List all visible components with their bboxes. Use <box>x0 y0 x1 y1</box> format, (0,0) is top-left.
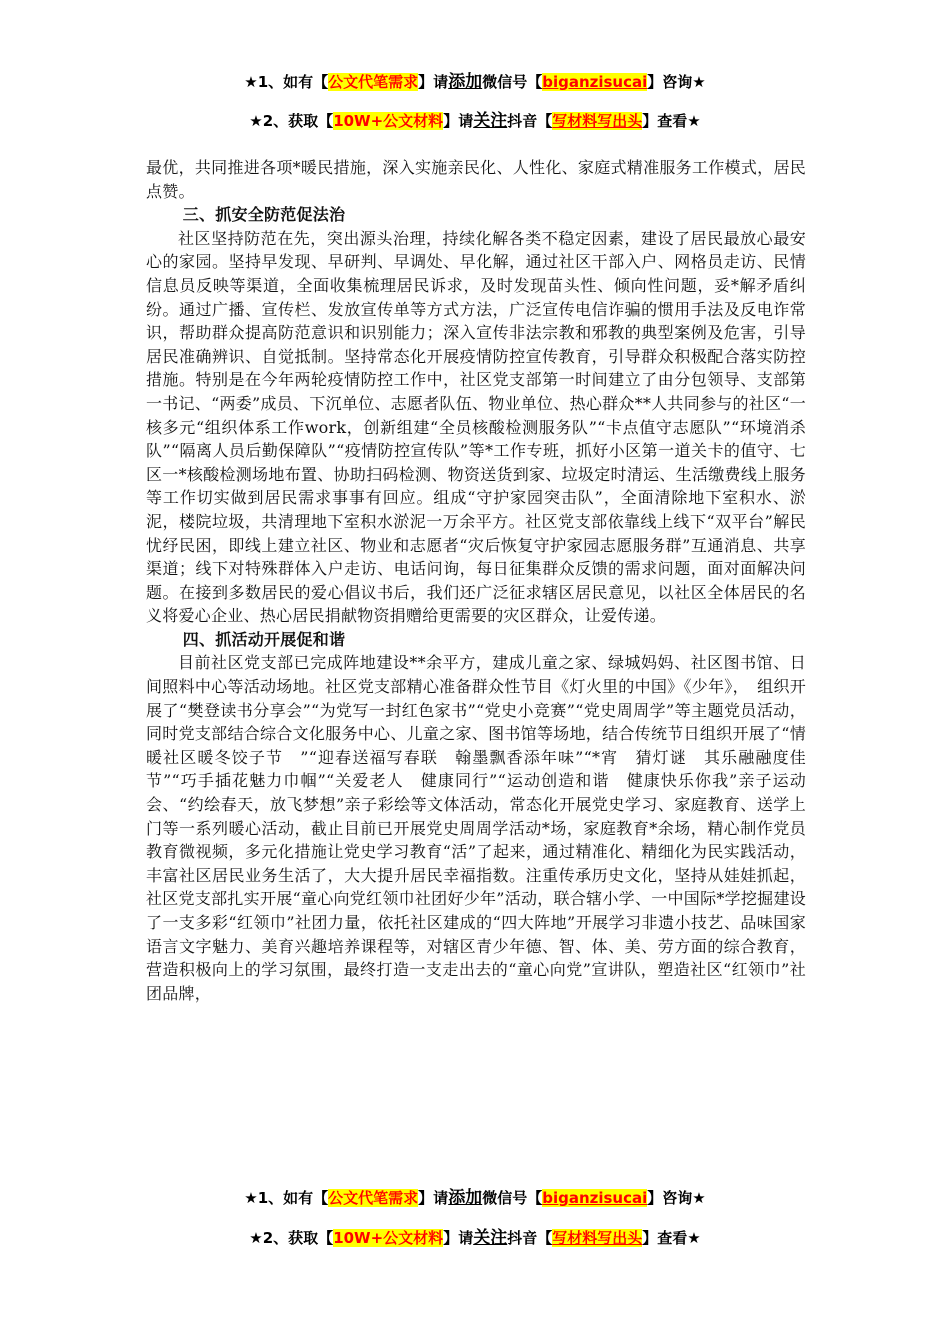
banner-text: 微信号【 <box>482 73 543 91</box>
emphasis-text: 添加 <box>448 72 483 92</box>
banner-text: 微信号【 <box>482 1189 543 1207</box>
banner-text: 】请 <box>443 1229 474 1247</box>
banner-text: 】咨询★ <box>647 1189 706 1207</box>
highlight-text: 10W+公文材料 <box>333 112 444 130</box>
document-body <box>146 156 806 1005</box>
section-heading-3: 三、抓安全防范促法治 <box>182 205 346 225</box>
banner-text: 】查看★ <box>642 1229 701 1247</box>
banner-text: ★1、如有【 <box>244 73 329 91</box>
emphasis-text: 关注 <box>473 1228 508 1248</box>
banner-text: ★1、如有【 <box>244 1189 329 1207</box>
section-heading-4: 四、抓活动开展促和谐 <box>182 629 346 649</box>
douyin-account: 写材料写出头 <box>552 1229 643 1247</box>
banner-text: 】查看★ <box>642 112 701 130</box>
banner-text: 】请 <box>418 73 449 91</box>
banner-text: 】咨询★ <box>647 73 706 91</box>
paragraph-section-4: 目前社区党支部已完成阵地建设**余平方，建成儿童之家、绿城妈妈、社区图书馆、日间照料中心等活动场地。社区党支部精心准备群众性节目《灯火里的中国》《少年》， 组织开展了“樊登读书分享会”“为党写一封红色家书”“党史小竞赛”“党史周周学”等主题党员活动，同时党支部结合综合文化服务中心、儿童之家、图书馆等场地，结合传统节日组织开展了“情暖社区暖冬饺子节 ”“迎春送福写春联 翰墨飘香添年味”“*宵 猜灯谜 其乐融融度佳节”“巧手插花魅力巾帼”“关爱老人 健康同行”“运动创造和谐 健康快乐你我”亲子运动会、“约绘春天，放飞梦想”亲子彩绘等文体活动，常态化开展党史学习、家庭教育、送学上门等一系列暖心活动，截止目前已开展党史周周学活动*场，家庭教育*余场，精心制作党员教育微视频，多元化措施让党史学习教育“活”了起来，通过精准化、精细化为民实践活动，丰富社区居民业务生活了，大大提升居民幸福指数。注重传承历史文化，坚持从娃娃抓起，社区党支部扎实开展“童心向党红领巾社团好少年”活动，联合辖小学、一中国际*学挖掘建设了一支多彩“红领巾”社团力量，依托社区建成的“四大阵地”开展学习非遗小技艺、品味国家语言文字魅力、美育兴趣培养课程等，对辖区青少年德、智、体、美、劳方面的综合教育，营造积极向上的学习氛围，最终打造一支走出去的“童心向党”宣讲队，塑造社区“红领巾”社团品牌， <box>146 653 806 1003</box>
banner-bottom-line-1 <box>0 1187 950 1209</box>
banner-text: ★2、获取【 <box>249 1229 334 1247</box>
highlight-text: 10W+公文材料 <box>333 1229 444 1247</box>
banner-text: 】请 <box>418 1189 449 1207</box>
banner-text: 抖音【 <box>507 112 553 130</box>
wechat-id: biganzisucai <box>542 73 648 91</box>
highlight-text: 公文代笔需求 <box>328 1189 419 1207</box>
banner-text: ★2、获取【 <box>249 112 334 130</box>
paragraph-section-3: 社区坚持防范在先，突出源头治理，持续化解各类不稳定因素，建设了居民最放心最安心的家园。坚持早发现、早研判、早调处、早化解，通过社区干部入户、网格员走访、民情信息员反映等渠道，全面收集梳理居民诉求，及时发现苗头性、倾向性问题，妥*解矛盾纠纷。通过广播、宣传栏、发放宣传单等方式方法，广泛宣传电信诈骗的惯用手法及反电诈常识，帮助群众提高防范意识和识别能力；深入宣传非法宗教和邪教的典型案例及危害，引导居民准确辨识、自觉抵制。坚持常态化开展疫情防控宣传教育，引导群众积极配合落实防控措施。特别是在今年两轮疫情防控工作中，社区党支部第一时间建立了由分包领导、支部第一书记、“两委”成员、下沉单位、志愿者队伍、物业单位、热心群众**人共同参与的社区“一核多元“组织体系工作work，创新组建“全员核酸检测服务队”“卡点值守志愿队”“环境消杀队”“隔离人员后勤保障队”“疫情防控宣传队”等*工作专班，抓好小区第一道关卡的值守、七区一*核酸检测场地布置、协助扫码检测、物资送货到家、垃圾定时清运、生活缴费线上服务等工作切实做到居民需求事事有回应。组成“守护家园突击队”，全面清除地下室积水、淤泥，楼院垃圾，共清理地下室积水淤泥一万余平方。社区党支部依靠线上线下“双平台”解民忧纾民困，即线上建立社区、物业和志愿者“灾后恢复守护家园志愿服务群”互通消息、共享渠道；线下对特殊群体入户走访、电话问询，每日征集群众反馈的需求问题，面对面解决问题。在接到多数居民的爱心倡议书后，我们还广泛征求辖区居民意见，以社区全体居民的名义将爱心企业、热心居民捐献物资捐赠给更需要的灾区群众，让爱传递。 <box>146 228 806 626</box>
banner-top-line-2 <box>0 110 950 132</box>
banner-bottom-line-2 <box>0 1227 950 1249</box>
paragraph-continued: 最优，共同推进各项*暖民措施，深入实施亲民化、人性化、家庭式精准服务工作模式，居民点赞。 <box>146 158 806 201</box>
banner-text: 抖音【 <box>507 1229 553 1247</box>
highlight-text: 公文代笔需求 <box>328 73 419 91</box>
emphasis-text: 添加 <box>448 1188 483 1208</box>
banner-top-line-1 <box>0 71 950 93</box>
wechat-id: biganzisucai <box>542 1189 648 1207</box>
emphasis-text: 关注 <box>473 111 508 131</box>
banner-text: 】请 <box>443 112 474 130</box>
douyin-account: 写材料写出头 <box>552 112 643 130</box>
